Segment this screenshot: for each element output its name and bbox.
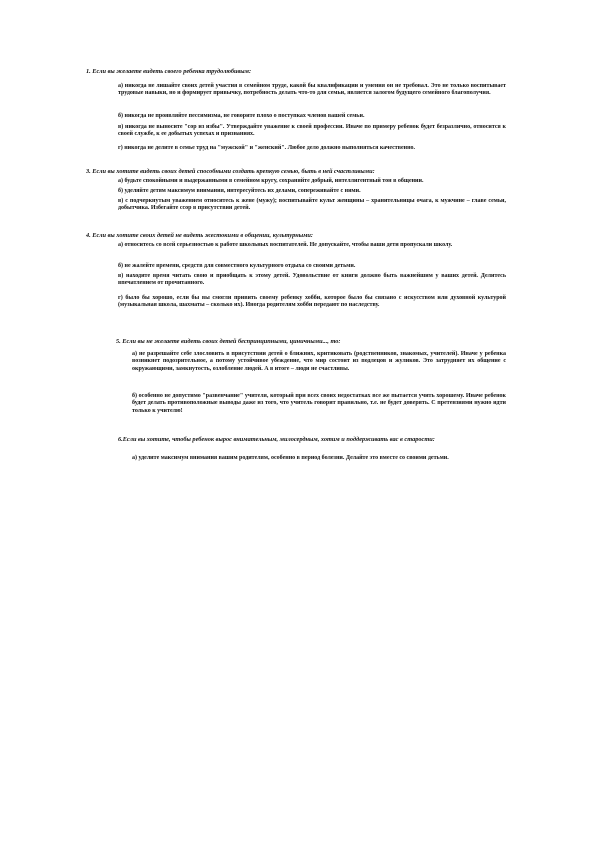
- section-6-heading: 6.Если вы хотите, чтобы ребенок вырос внимательным, милосердным, хотим и поддерживать вас в старости:: [118, 436, 435, 443]
- section-5-heading: 5. Если вы не желаете видеть своих детей беспринципными, циничными..., то:: [116, 338, 341, 345]
- section-5-item-b: б) особенно не допустимо "развенчание" учителя, который при всех своих недостатках все же пытается учить хорошему. Иначе ребенок будет делать противоположные выводы даже из того, что учитель говорит правильно, т.е. не будет доверять. С претензиями нужно идти только к учителю!: [132, 393, 506, 414]
- section-6-item-a: а) уделите максимум внимания вашим родителям, особенно в период болезни. Делайте это вместе со своими детьми.: [132, 455, 449, 461]
- section-3-item-b: б) уделяйте детям максимум внимания, интересуйтесь их делами, сопереживайте с ними.: [118, 188, 361, 194]
- section-4-item-d: г) было бы хорошо, если бы вы смогли привить своему ребенку хобби, которое было бы связано с искусством или духовной культурой (музыкальная школа, шахматы – сколько их). Иногда родителям хобби передают по наследству.: [118, 295, 506, 309]
- section-3-heading: 3. Если вы хотите видеть своих детей способными создать крепкую семью, быть в ней счастливыми:: [86, 168, 375, 175]
- section-1-heading: 1. Если вы желаете видеть своего ребенка трудолюбивым:: [86, 68, 252, 75]
- section-3-item-a: а) будьте спокойными и выдержанными в семейном кругу, сохраняйте добрый, интеллигентный тон в общении.: [118, 178, 424, 184]
- section-4-item-a: а) относитесь со всей серьезностью к работе школьных воспитателей. Не допускайте, чтобы ваши дети пропускали школу.: [118, 242, 453, 248]
- section-4-item-c: в) находите время читать свою и приобщать к этому детей. Удовольствие от книги должно быть важнейшим у ваших детей. Делитесь впечатлением от прочитанного.: [118, 273, 506, 287]
- section-4-heading: 4. Если вы хотите своих детей не видеть жестокими в общении, культурными:: [86, 232, 314, 239]
- section-1-item-c: в) никогда не выносите "сор из избы". Утверждайте уважение к своей профессии. Иначе по примеру ребенок будет безразлично, относится к своей службе, к ее добытых успехах и признаниях.: [118, 124, 506, 138]
- section-1-item-b: б) никогда не проявляйте пессимизма, не говорите плохо о поступках членов вашей семьи.: [118, 113, 365, 119]
- section-3-item-c: в) с подчеркнутым уважением относитесь к жене (мужу); воспитывайте культ женщины – хранительницы очага, к мужчине – главе семьи, добытчика. Избегайте ссор в присутствии детей.: [118, 198, 506, 212]
- section-4-item-b: б) не жалейте времени, средств для совместного культурного отдыха со своими детьми.: [118, 263, 356, 269]
- section-1-item-d: г) никогда не делите в семье труд на "мужской" и "женский". Любое дело должно выполняться качественно.: [118, 145, 416, 151]
- section-1-item-a: а) никогда не лишайте своих детей участия в семейном труде, какой бы квалификации и умения он не требовал. Это не только воспитывает трудовые навыки, но и формирует привычку, потребность делать что-то для семьи, является залогом будущего семейного благополучия.: [118, 83, 506, 97]
- section-5-item-a: а) не разрешайте себе злословить в присутствии детей о ближних, критиковать (родственников, знакомых, учителей). Иначе у ребенка возникнет подозрительное, а потому устойчивое убеждение, что мир состоит из подлецов и жуликов. Это затрудняет их общение с окружающими, замкнутость, озлобление людей. А в итоге – люди не счастливы.: [132, 351, 506, 372]
